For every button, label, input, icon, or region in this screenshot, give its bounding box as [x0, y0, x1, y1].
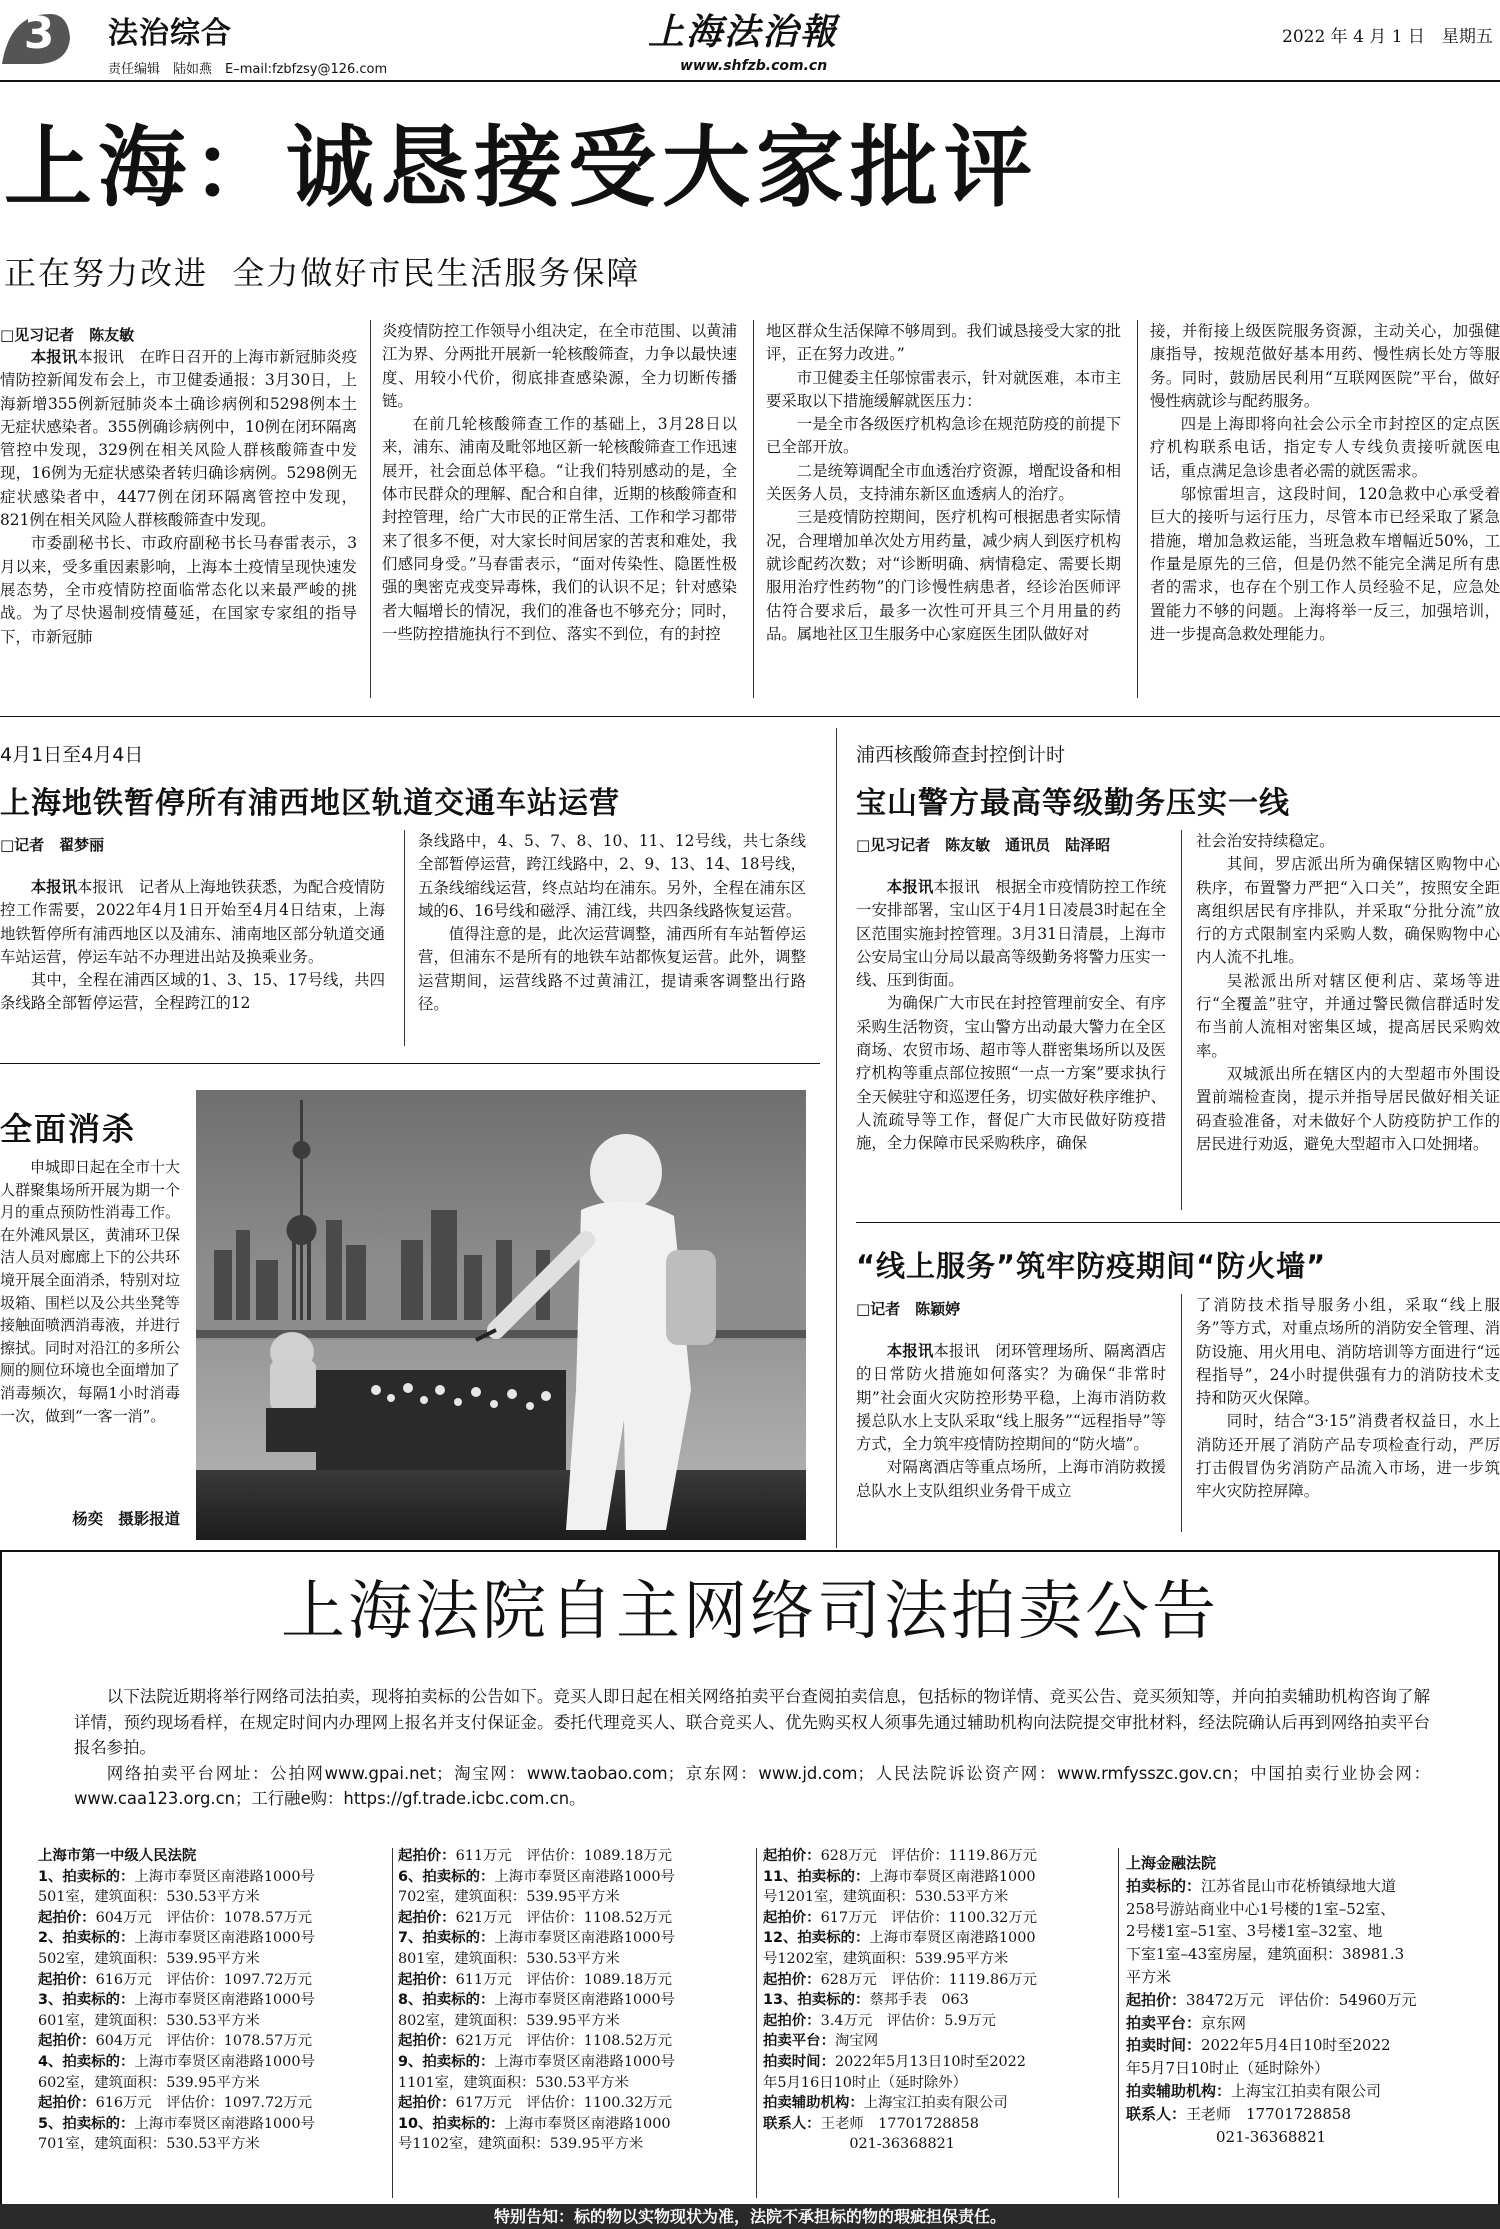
auction-line [398, 1867, 744, 1888]
lead-col-4 [1150, 320, 1500, 698]
lead-p: 邬惊雷坦言，这段时间，120急救中心承受着巨大的接听与运行压力，尽管本市已经采取了紧急措施，增加急救运能，当班急救车增幅近50%，工作量是原先的三倍，但是仍然不能完全满足所有患者的需求，也存在个别工作人员经验不足，应急处置能力不够的问题。上海将举一反三，加强培训，进一步提高急救处理能力。 [1150, 485, 1500, 643]
auction-line-label: 拍卖辅助机构： [763, 2095, 864, 2112]
lead-col-2 [382, 320, 737, 698]
auction-line-value: 604万元 评估价：1078.57万元 [95, 2033, 313, 2050]
baoshan-col-1 [856, 876, 1166, 1210]
metro-byline: □记者 翟梦丽 [0, 836, 105, 854]
auction-line-value: 淘宝网 [834, 2033, 879, 2050]
auction-line-label: 联系人： [763, 2115, 821, 2132]
auction-line-label: 2、拍卖标的： [38, 1930, 135, 1947]
auction-line [38, 1908, 386, 1929]
auction-line-label: 1、拍卖标的： [38, 1868, 135, 1885]
auction-line [763, 1846, 1111, 1867]
photo-text [0, 1156, 180, 1502]
issue-date: 2022 年 4 月 1 日 星期五 [1282, 27, 1493, 47]
baoshan-p: 双城派出所在辖区内的大型超市外围设置前端检查岗，提示并指导居民做好相关证码查验准备，对未做好个人防疫防护工作的居民进行劝返，避免大型超市入口处拥堵。 [1196, 1064, 1500, 1153]
auction-line: 702室，建筑面积：539.95平方米 [398, 1889, 620, 1906]
auction-line [398, 1970, 744, 1991]
lead-p: 四是上海即将向社会公示全市封控区的定点医疗机构联系电话，指定专人专线负责接听就医电话，重点满足急诊患者必需的就医需求。 [1150, 415, 1500, 480]
auction-line-label: 拍卖时间： [1126, 2036, 1202, 2055]
auction-line-value: 617万元 评估价：1100.32万元 [455, 2095, 673, 2112]
auction-line-value: 蔡邦手表 063 [869, 1992, 969, 2009]
auction-line-value: 上海市奉贤区南港路1000 [504, 2115, 671, 2132]
auction-line [1126, 2103, 1490, 2126]
auction-line-label: 起拍价： [38, 1909, 96, 1926]
auction-line: 802室，建筑面积：539.95平方米 [398, 2012, 620, 2029]
fire-byline: □记者 陈颖婷 [856, 1300, 961, 1318]
col-divider [370, 320, 371, 698]
baoshan-p: 为确保广大市民在封控管理前安全、有序采购生活物资，宝山警方出动最大警力在全区商场、农贸市场、超市等人群密集场所以及医疗机构等重点部位按照“一点一方案”要求执行全天候驻守和巡逻任务，切实做好秩序维护、人流疏导等工作，督促广大市民做好防疫措施，全力保障市民采购秩序，确保 [856, 994, 1166, 1153]
auction-line: 下室1室–43室房屋，建筑面积：38981.3 [1126, 1945, 1405, 1964]
auction-line-value: 617万元 评估价：1100.32万元 [820, 1909, 1038, 1926]
auction-line [398, 1846, 744, 1867]
auction-line [38, 1970, 386, 1991]
auction-line [1126, 1875, 1490, 1898]
paper-name: 上海法治報 [648, 11, 839, 53]
auction-line-label: 起拍价： [763, 2012, 821, 2029]
disinfection-photo [196, 1090, 806, 1540]
auction-line-label: 拍卖平台： [763, 2033, 835, 2050]
metro-kicker: 4月1日至4月4日 [0, 744, 144, 766]
lead-p: 三是疫情防控期间，医疗机构可根据患者实际情况，合理增加单次处方用药量，减少病人到医疗机构就诊配药次数；对“诊断明确、病情稳定、需要长期服用治疗性药物”的门诊慢性病患者，经诊治医师评估符合要求后，最多一次性可开具三个月用量的药品。属地社区卫生服务中心家庭医生团队做好对 [766, 508, 1121, 643]
auction-line [398, 2031, 744, 2052]
fire-p: 本报讯本报讯 闭环管理场所、隔离酒店的日常防火措施如何落实？为确保“非常时期”社会面火灾防控形势平稳，上海市消防救援总队水上支队采取“线上服务”“远程指导”等方式，全力筑牢疫情防控期间的“防火墙”。 [856, 1342, 1166, 1454]
lead-p: 市委副秘书长、市政府副秘书长马春雷表示，3月以来，受多重因素影响，上海本土疫情呈现快速发展态势，全市疫情防控面临常态化以来最严峻的挑战。为了尽快遏制疫情蔓延，在国家专家组的指导下，市新冠肺 [0, 534, 357, 646]
auction-line-value: 上海市奉贤区南港路1000号 [494, 1868, 675, 1885]
auction-line-value: 2022年5月4日10时至2022 [1201, 2036, 1391, 2055]
lead-p: 二是统筹调配全市血透治疗资源，增配设备和相关医务人员，支持浦东新区血透病人的治疗。 [766, 461, 1121, 504]
lead-label: 本报讯 [886, 1342, 934, 1360]
auction-line [763, 1867, 1111, 1888]
metro-headline: 上海地铁暂停所有浦西地区轨道交通车站运营 [0, 786, 620, 821]
auction-line: 601室，建筑面积：530.53平方米 [38, 2012, 260, 2029]
auction-line [763, 1928, 1111, 1949]
auction-line-label: 4、拍卖标的： [38, 2053, 135, 2070]
auction-line-label: 起拍价： [1126, 1990, 1187, 2009]
court-name: 上海市第一中级人民法院 [38, 1848, 197, 1864]
auction-line: 1101室，建筑面积：530.53平方米 [398, 2074, 629, 2091]
auction-line [763, 2052, 1111, 2073]
auction-line [763, 1908, 1111, 1929]
lead-label: 本报讯 [30, 348, 78, 366]
auction-line: 年5月16日10时止（延时除外） [763, 2074, 968, 2091]
auction-line [1126, 2080, 1490, 2103]
auction-line-value: 2022年5月13日10时至2022 [834, 2053, 1026, 2070]
auction-line-label: 起拍价： [398, 1909, 456, 1926]
auction-col-4 [1126, 1852, 1490, 2148]
auction-line-value: 江苏省昆山市花桥镇绿地大道 [1201, 1876, 1397, 1895]
auction-intro [74, 1684, 1430, 1812]
auction-line [763, 2011, 1111, 2032]
col-divider [836, 728, 837, 1548]
auction-line-value: 上海市奉贤区南港路1000号 [494, 1930, 675, 1947]
auction-line-label: 联系人： [1126, 2104, 1187, 2123]
fire-headline: “线上服务”筑牢防疫期间“防火墙” [856, 1249, 1327, 1283]
auction-line: 2号楼1室–51室、3号楼1室–32室、地 [1126, 1922, 1383, 1941]
auction-line [398, 2093, 744, 2114]
auction-line-value: 上海宝江拍卖有限公司 [863, 2095, 1008, 2112]
page-number: 3 [23, 8, 55, 59]
auction-line-label: 7、拍卖标的： [398, 1930, 495, 1947]
auction-line-value: 上海宝江拍卖有限公司 [1231, 2081, 1382, 2100]
section-rule [0, 1063, 820, 1064]
masthead-rule [0, 80, 1500, 82]
auction-line-label: 起拍价： [38, 1971, 96, 1988]
baoshan-headline: 宝山警方最高等级勤务压实一线 [856, 786, 1290, 821]
auction-line: 021-36368821 [1126, 2127, 1327, 2146]
auction-line-value: 上海市奉贤区南港路1000号 [134, 1930, 315, 1947]
court-name: 上海金融法院 [1126, 1854, 1217, 1872]
auction-line: 258号游站商业中心1号楼的1室–52室、 [1126, 1899, 1396, 1918]
auction-line-label: 10、拍卖标的： [398, 2115, 505, 2132]
fire-p: 了消防技术指导服务小组，采取“线上服务”等方式，对重点场所的消防安全管理、消防设施、用火用电、消防培训等方面进行“远程指导”，24小时提供强有力的消防技术支持和防灭火保障。 [1196, 1296, 1500, 1408]
auction-line: 平方米 [1126, 1967, 1172, 1986]
lead-p: 炎疫情防控工作领导小组决定，在全市范围、以黄浦江为界、分两批开展新一轮核酸筛查，力争以最快速度、用较小代价，彻底排查感染源，全力切断传播链。 [382, 322, 737, 410]
auction-line-label: 起拍价： [398, 1971, 456, 1988]
col-divider [404, 830, 405, 1046]
auction-line-value: 604万元 评估价：1078.57万元 [95, 1909, 313, 1926]
auction-line [763, 2031, 1111, 2052]
fire-p: 同时，结合“3·15”消费者权益日，水上消防还开展了消防产品专项检查行动，严厉打击假冒伪劣消防产品流入市场，进一步筑牢火灾防控屏障。 [1196, 1412, 1500, 1501]
auction-line-label: 12、拍卖标的： [763, 1930, 870, 1947]
auction-line-label: 8、拍卖标的： [398, 1992, 495, 2009]
auction-line-label: 起拍价： [763, 1848, 821, 1864]
special-notice: 特别告知：标的物以实物现状为准，法院不承担标的物的瑕疵担保责任。 [0, 2204, 1500, 2229]
auction-line [38, 1990, 386, 2011]
section-rule [0, 716, 1500, 717]
auction-line-value: 上海市奉贤区南港路1000号 [134, 2115, 315, 2132]
baoshan-p: 本报讯本报讯 根据全市疫情防控工作统一安排部署，宝山区于4月1日凌晨3时起在全区范围实施封控管理。3月31日清晨，上海市公安局宝山分局以最高等级勤务将警力压实一线、压到街面。 [856, 878, 1166, 990]
auction-line-value: 上海市奉贤区南港路1000号 [134, 1868, 315, 1885]
auction-line-label: 拍卖辅助机构： [1126, 2081, 1232, 2100]
auction-line-value: 621万元 评估价：1108.52万元 [455, 1909, 673, 1926]
auction-line-value: 3.4万元 评估价：5.9万元 [820, 2012, 996, 2029]
masthead [0, 0, 1500, 80]
auction-line-value: 611万元 评估价：1089.18万元 [455, 1848, 673, 1864]
auction-line: 501室，建筑面积：530.53平方米 [38, 1889, 260, 1906]
metro-col-1 [0, 876, 385, 1046]
baoshan-p: 社会治安持续稳定。 [1196, 832, 1335, 850]
auction-line [1126, 2034, 1490, 2057]
auction-line-value: 611万元 评估价：1089.18万元 [455, 1971, 673, 1988]
baoshan-kicker: 浦西核酸筛查封控倒计时 [856, 744, 1066, 766]
auction-line [38, 2031, 386, 2052]
lead-subhead: 正在努力改进 全力做好市民生活服务保障 [4, 254, 641, 292]
auction-line [398, 1990, 744, 2011]
lead-col-3 [766, 320, 1121, 698]
auction-line: 号1102室，建筑面积：539.95平方米 [398, 2136, 644, 2153]
auction-line-value: 上海市奉贤区南港路1000号 [494, 2053, 675, 2070]
editor-info: 责任编辑 陆如燕 E–mail:fzbfzsy@126.com [108, 62, 388, 77]
auction-line [763, 1990, 1111, 2011]
cleaner-figure [266, 1332, 322, 1452]
auction-line-value: 京东网 [1201, 2013, 1247, 2032]
col-divider [392, 1848, 393, 2198]
metro-p: 本报讯本报讯 记者从上海地铁获悉，为配合疫情防控工作需要，2022年4月1日开始至4月4日结束，上海地铁暂停所有浦西地区以及浦东、浦南地区部分轨道交通车站运营，停运车站不办理进出站及换乘业务。 [0, 878, 385, 966]
auction-line [1126, 2012, 1490, 2035]
auction-line: 801室，建筑面积：530.53平方米 [398, 1950, 620, 1967]
auction-line-label: 拍卖标的： [1126, 1876, 1202, 1895]
auction-col-3 [763, 1846, 1111, 2155]
auction-line [38, 2114, 386, 2135]
lead-label: 本报讯 [30, 878, 77, 896]
baoshan-byline: □见习记者 陈友敏 通讯员 陆泽昭 [856, 836, 1111, 854]
auction-col-1 [38, 1846, 386, 2155]
lead-p: 本报讯本报讯 在昨日召开的上海市新冠肺炎疫情防控新闻发布会上，市卫健委通报：3月30日，上海新增355例新冠肺炎本土确诊病例和5298例本土无症状感染者。355例确诊病例中，10例在闭环隔离管控中发现，329例在相关风险人群核酸筛查中发现，16例为无症状感染者转归确诊病例。5298例无症状感染者中，4477例在闭环隔离管控中发现，821例在相关风险人群核酸筛查中发现。 [0, 348, 357, 530]
auction-line-value: 王老师 17701728858 [820, 2115, 979, 2132]
section-rule [856, 1222, 1500, 1223]
auction-line-value: 628万元 评估价：1119.86万元 [820, 1848, 1038, 1864]
auction-title: 上海法院自主网络司法拍卖公告 [281, 1575, 1219, 1649]
col-divider [756, 1848, 757, 2198]
lead-p: 市卫健委主任邬惊雷表示，针对就医难，本市主要采取以下措施缓解就医压力： [766, 368, 1121, 410]
auction-line [38, 2093, 386, 2114]
auction-line-label: 起拍价： [763, 1909, 821, 1926]
metro-p: 值得注意的是，此次运营调整，浦西所有车站暂停运营，但浦东不是所有的地铁车站都恢复运营。此外，调整运营期间，运营线路不过黄浦江，提请乘客调整出行路径。 [418, 925, 806, 1014]
auction-line [38, 2052, 386, 2073]
auction-line-label: 起拍价： [38, 2095, 96, 2112]
col-divider [1181, 830, 1182, 1210]
col-divider [1118, 1848, 1119, 2198]
auction-platforms: 网络拍卖平台网址：公拍网www.gpai.net；淘宝网：www.taobao.com；京东网：www.jd.com；人民法院诉讼资产网：www.rmfysszc.gov.cn；中国拍卖行业协会网：www.caa123.org.cn；工行融e购：https://gf.trade.icbc.com.cn。 [74, 1763, 1430, 1809]
auction-line: 年5月7日10时止（延时除外） [1126, 2059, 1330, 2078]
col-divider [1181, 1294, 1182, 1532]
col-divider [1137, 320, 1138, 698]
auction-line-value: 上海市奉贤区南港路1000号 [134, 2053, 315, 2070]
section-title: 法治综合 [108, 16, 232, 51]
auction-line [38, 1928, 386, 1949]
lead-p: 一是全市各级医疗机构急诊在规范防疫的前提下已全部开放。 [766, 415, 1121, 457]
auction-line-label: 9、拍卖标的： [398, 2053, 495, 2070]
auction-line [1126, 1989, 1490, 2012]
auction-line [398, 2114, 744, 2135]
auction-line [398, 1928, 744, 1949]
auction-line-label: 起拍价： [398, 1848, 456, 1864]
auction-line-label: 13、拍卖标的： [763, 1992, 870, 2009]
auction-line [763, 2093, 1111, 2114]
fire-col-2 [1196, 1294, 1500, 1532]
metro-p: 条线路中，4、5、7、8、10、11、12号线，共七条线全部暂停运营，跨江线路中，2、9、13、14、18号线，五条线缩线运营，终点站均在浦东。另外，全程在浦东区域的6、16号线和磁浮、浦江线，共四条线路恢复运营。 [418, 832, 806, 920]
auction-line: 号1202室，建筑面积：539.95平方米 [763, 1950, 1009, 1967]
auction-line-label: 拍卖时间： [763, 2053, 835, 2070]
auction-line-value: 上海市奉贤区南港路1000 [869, 1930, 1036, 1947]
photo-credit: 杨奕 摄影报道 [72, 1510, 180, 1528]
auction-line: 602室，建筑面积：539.95平方米 [38, 2074, 260, 2091]
auction-line-value: 王老师 17701728858 [1186, 2104, 1351, 2123]
fire-p: 对隔离酒店等重点场所，上海市消防救援总队水上支队组织业务骨干成立 [856, 1458, 1166, 1500]
auction-line [38, 1867, 386, 1888]
photo-p: 申城即日起在全市十大人群聚集场所开展为期一个月的重点预防性消毒工作。在外滩风景区，黄浦环卫保洁人员对廊廊上下的公共环境开展全面消杀，特别对垃圾箱、围栏以及公共坐凳等接触面喷洒消毒液，并进行擦拭。同时对沿江的多所公厕的厕位环境也全面增加了消毒频次，每隔1小时消毒一次，做到“一客一消”。 [0, 1158, 180, 1425]
auction-col-2 [398, 1846, 744, 2155]
baoshan-p: 吴淞派出所对辖区便利店、菜场等进行“全覆盖”驻守，并通过警民微信群适时发布当前人流相对密集区域，提高居民采购效率。 [1196, 971, 1500, 1060]
auction-line [398, 2052, 744, 2073]
auction-line: 701室，建筑面积：530.53平方米 [38, 2136, 260, 2153]
auction-line-label: 6、拍卖标的： [398, 1868, 495, 1885]
baoshan-p: 其间，罗店派出所为确保辖区购物中心秩序，布置警力严把“入口关”，按照安全距离组织居民有序排队，并采取“分批分流”放行的方式限制室内采购人数，确保购物中心内人流不扎堆。 [1196, 855, 1500, 967]
lead-byline: □见习记者 陈友敏 [0, 326, 135, 344]
lead-headline: 上海：诚恳接受大家批评 [4, 116, 1039, 219]
auction-line [763, 1970, 1111, 1991]
lead-p: 在前几轮核酸筛查工作的基础上，3月28日以来，浦东、浦南及毗邻地区新一轮核酸筛查工作迅速展开，社会面总体平稳。“让我们特别感动的是，全体市民群众的理解、配合和自律，近期的核酸筛查和封控管理，给广大市民的正常生活、工作和学习都带来了很多不便，对大家长时间居家的苦衷和难处，我们感同身受。”马春雷表示，“面对传染性、隐匿性极强的奥密克戎变异毒株，我们的认识不足；针对感染者大幅增长的情况，我们的准备也不够充分；同时，一些防控措施执行不到位、落实不到位，有的封控 [382, 415, 737, 643]
lead-col-1 [0, 346, 357, 698]
metro-col-2 [418, 830, 806, 1046]
auction-line-value: 38472万元 评估价：54960万元 [1186, 1990, 1417, 2009]
auction-line-label: 起拍价： [398, 2095, 456, 2112]
auction-intro-text: 以下法院近期将举行网络司法拍卖，现将拍卖标的公告如下。竞买人即日起在相关网络拍卖平台查阅拍卖信息，包括标的物详情、竞买公告、竞买须知等，并向拍卖辅助机构咨询了解详情，预约现场看样，在规定时间内办理网上报名并支付保证金。委托代理竞买人、联合竞买人、优先购买权人须事先通过辅助机构向法院提交审批材料，经法院确认后再到网络拍卖平台报名参拍。 [74, 1687, 1430, 1758]
auction-line-label: 起拍价： [38, 2033, 96, 2050]
auction-line-label: 5、拍卖标的： [38, 2115, 135, 2132]
auction-line-label: 拍卖平台： [1126, 2013, 1202, 2032]
fire-col-1 [856, 1340, 1166, 1532]
lead-p: 接，并衔接上级医院服务资源，主动关心，加强健康指导，按规范做好基本用药、慢性病长处方等服务。同时，鼓励居民利用“互联网医院”平台，做好慢性病就诊与配药服务。 [1150, 322, 1500, 410]
auction-line [763, 2114, 1111, 2135]
auction-line-value: 上海市奉贤区南港路1000号 [134, 1992, 315, 2009]
auction-line: 号1201室，建筑面积：530.53平方米 [763, 1889, 1009, 1906]
auction-line-label: 3、拍卖标的： [38, 1992, 135, 2009]
lead-p: 地区群众生活保障不够周到。我们诚恳接受大家的批评，正在努力改进。” [766, 322, 1121, 364]
auction-line [398, 1908, 744, 1929]
website: www.shfzb.com.cn [680, 58, 828, 74]
auction-line-value: 616万元 评估价：1097.72万元 [95, 1971, 313, 1988]
auction-line: 502室，建筑面积：539.95平方米 [38, 1950, 260, 1967]
metro-p: 其中，全程在浦西区域的1、3、15、17号线，共四条线路全部暂停运营，全程跨江的12 [0, 971, 385, 1013]
auction-line: 021-36368821 [763, 2136, 955, 2153]
auction-line-label: 起拍价： [398, 2033, 456, 2050]
auction-line-value: 上海市奉贤区南港路1000号 [494, 1992, 675, 2009]
baoshan-col-2 [1196, 830, 1500, 1210]
auction-line-label: 起拍价： [763, 1971, 821, 1988]
lead-label: 本报讯 [886, 878, 934, 896]
auction-line-value: 616万元 评估价：1097.72万元 [95, 2095, 313, 2112]
auction-line-value: 628万元 评估价：1119.86万元 [820, 1971, 1038, 1988]
col-divider [753, 320, 754, 698]
auction-line-value: 621万元 评估价：1108.52万元 [455, 2033, 673, 2050]
auction-line-label: 11、拍卖标的： [763, 1868, 870, 1885]
auction-line-value: 上海市奉贤区南港路1000 [869, 1868, 1036, 1885]
photo-headline: 全面消杀 [0, 1110, 137, 1148]
